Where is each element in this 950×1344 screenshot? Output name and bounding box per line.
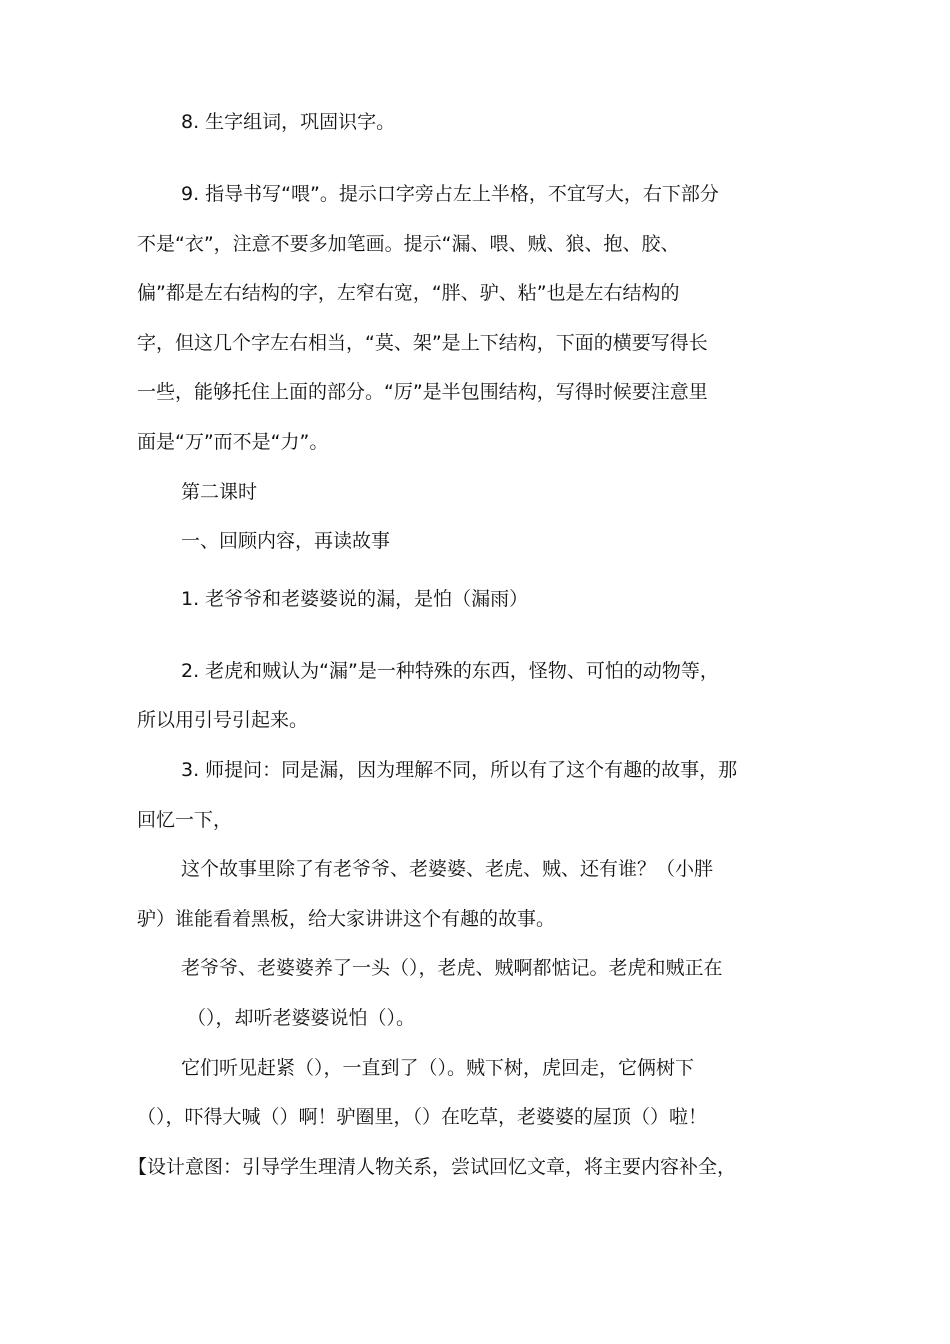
text-line: 驴）谁能看着黑板，给大家讲讲这个有趣的故事。 — [137, 908, 556, 930]
text-line: 回忆一下， — [137, 809, 233, 831]
text-line: 2. 老虎和贼认为“漏”是一种特殊的东西，怪物、可怕的动物等， — [181, 660, 719, 682]
text-line: 8. 生字组词，巩固识字。 — [181, 111, 396, 133]
text-line: 字，但这几个字左右相当，“莫、架”是上下结构，下面的横要写得长 — [137, 332, 708, 354]
text-line: 这个故事里除了有老爷爷、老婆婆、老虎、贼、还有谁？（小胖 — [181, 858, 714, 880]
text-line: （），却听老婆婆说怕（）。 — [187, 1007, 416, 1029]
text-line: 一些，能够托住上面的部分。“厉”是半包围结构，写得时候要注意里 — [137, 381, 708, 403]
section-heading: 第二课时 — [181, 481, 258, 503]
text-line: 面是“万”而不是“力”。 — [137, 431, 329, 453]
text-line: 所以用引号引起来。 — [137, 709, 309, 731]
design-intent-line: 【设计意图：引导学生理清人物关系，尝试回忆文章，将主要内容补全， — [128, 1156, 737, 1178]
text-line: 3. 师提问：同是漏，因为理解不同，所以有了这个有趣的故事，那 — [181, 759, 738, 781]
text-line: 它们听见赶紧（），一直到了（）。贼下树，虎回走，它俩树下 — [181, 1057, 695, 1079]
subsection-heading: 一、回顾内容，再读故事 — [181, 530, 391, 552]
text-line: 老爷爷、老婆婆养了一头（），老虎、贼啊都惦记。老虎和贼正在 — [181, 957, 723, 979]
text-line: 不是“衣”，注意不要多加笔画。提示“漏、喂、贼、狼、抱、胶、 — [137, 233, 680, 255]
text-line: 偏”都是左右结构的字，左窄右宽，“胖、驴、粘”也是左右结构的 — [137, 282, 680, 304]
text-line: 9. 指导书写“喂”。提示口字旁占左上半格，不宜写大，右下部分 — [181, 183, 719, 205]
text-line: 1. 老爷爷和老婆婆说的漏，是怕（漏雨） — [181, 588, 529, 610]
text-line: （），吓得大喊（）啊！驴圈里，（）在吃草，老婆婆的屋顶（）啦！ — [137, 1106, 708, 1128]
